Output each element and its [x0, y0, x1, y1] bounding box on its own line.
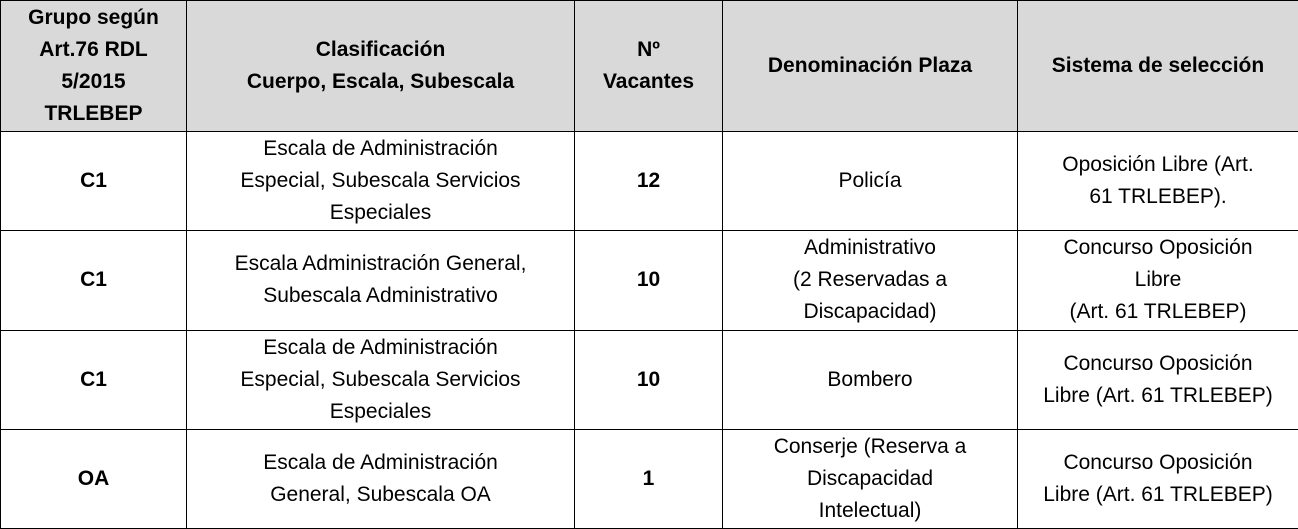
cell-line: Discapacidad	[806, 466, 934, 490]
cell-line: Libre	[1134, 268, 1182, 292]
cell-denominacion	[723, 429, 1018, 528]
cell-line: Grupo según	[28, 6, 159, 29]
header-clasificacion	[187, 1, 575, 132]
cell-line: (2 Reservadas a	[792, 268, 948, 292]
cell-line: Sistema de selección	[1051, 54, 1265, 77]
cell-line: Discapacidad)	[803, 300, 937, 324]
cell-clasificacion	[187, 231, 575, 330]
cell-line: Especial, Subescala Servicios	[240, 367, 521, 391]
cell-vacantes: 10	[575, 231, 723, 330]
cell-grupo: C1	[1, 330, 187, 429]
cell-line: Escala de Administración	[263, 137, 498, 161]
cell-line: Libre (Art. 61 TRLEBEP)	[1043, 383, 1273, 407]
cell-line: Nº	[637, 38, 660, 61]
table-row	[1, 429, 1298, 528]
cell-line: Oposición Libre (Art.	[1062, 153, 1254, 177]
table-row	[1, 132, 1298, 231]
cell-line: Bombero	[827, 367, 913, 391]
cell-line: Especiales	[329, 399, 432, 423]
cell-sistema	[1018, 429, 1298, 528]
cell-grupo: C1	[1, 132, 187, 231]
cell-line: Escala Administración General,	[234, 252, 527, 276]
cell-line: 61 TRLEBEP).	[1089, 185, 1227, 209]
cell-line: Conserje (Reserva a	[773, 434, 967, 458]
cell-line: Concurso Oposición	[1063, 450, 1253, 474]
header-grupo	[1, 1, 187, 132]
cell-line: Cuerpo, Escala, Subescala	[246, 70, 515, 93]
header-vacantes	[575, 1, 723, 132]
cell-line: Libre (Art. 61 TRLEBEP)	[1043, 482, 1273, 506]
table-row	[1, 231, 1298, 330]
cell-clasificacion	[187, 330, 575, 429]
cell-grupo: OA	[1, 429, 187, 528]
cell-vacantes: 1	[575, 429, 723, 528]
header-sistema	[1018, 1, 1298, 132]
cell-line: TRLEBEP	[44, 102, 143, 125]
cell-line: Vacantes	[602, 70, 695, 93]
cell-line: Concurso Oposición	[1063, 236, 1253, 260]
header-row	[1, 1, 1298, 132]
table-row	[1, 330, 1298, 429]
cell-sistema	[1018, 231, 1298, 330]
cell-line: Intelectual)	[818, 498, 922, 522]
cell-line: Escala de Administración	[263, 335, 498, 359]
cell-vacantes: 12	[575, 132, 723, 231]
cell-line: Art.76 RDL	[39, 38, 148, 61]
cell-denominacion	[723, 132, 1018, 231]
cell-line: Escala de Administración	[263, 450, 498, 474]
cell-line: 5/2015	[61, 70, 126, 93]
cell-grupo: C1	[1, 231, 187, 330]
cell-denominacion	[723, 330, 1018, 429]
cell-sistema	[1018, 132, 1298, 231]
cell-line: Especial, Subescala Servicios	[240, 169, 521, 193]
cell-line: (Art. 61 TRLEBEP)	[1069, 300, 1247, 324]
cell-line: Especiales	[329, 201, 432, 225]
cell-vacantes: 10	[575, 330, 723, 429]
cell-line: Clasificación	[315, 38, 446, 61]
cell-line: General, Subescala OA	[270, 482, 491, 506]
cell-clasificacion	[187, 429, 575, 528]
cell-sistema	[1018, 330, 1298, 429]
cell-line: Policía	[838, 169, 902, 193]
cell-line: Concurso Oposición	[1063, 351, 1253, 375]
cell-clasificacion	[187, 132, 575, 231]
cell-denominacion	[723, 231, 1018, 330]
header-denominacion	[723, 1, 1018, 132]
cell-line: Administrativo	[804, 236, 936, 260]
cell-line: Subescala Administrativo	[263, 284, 498, 308]
cell-line: Denominación Plaza	[767, 54, 973, 77]
